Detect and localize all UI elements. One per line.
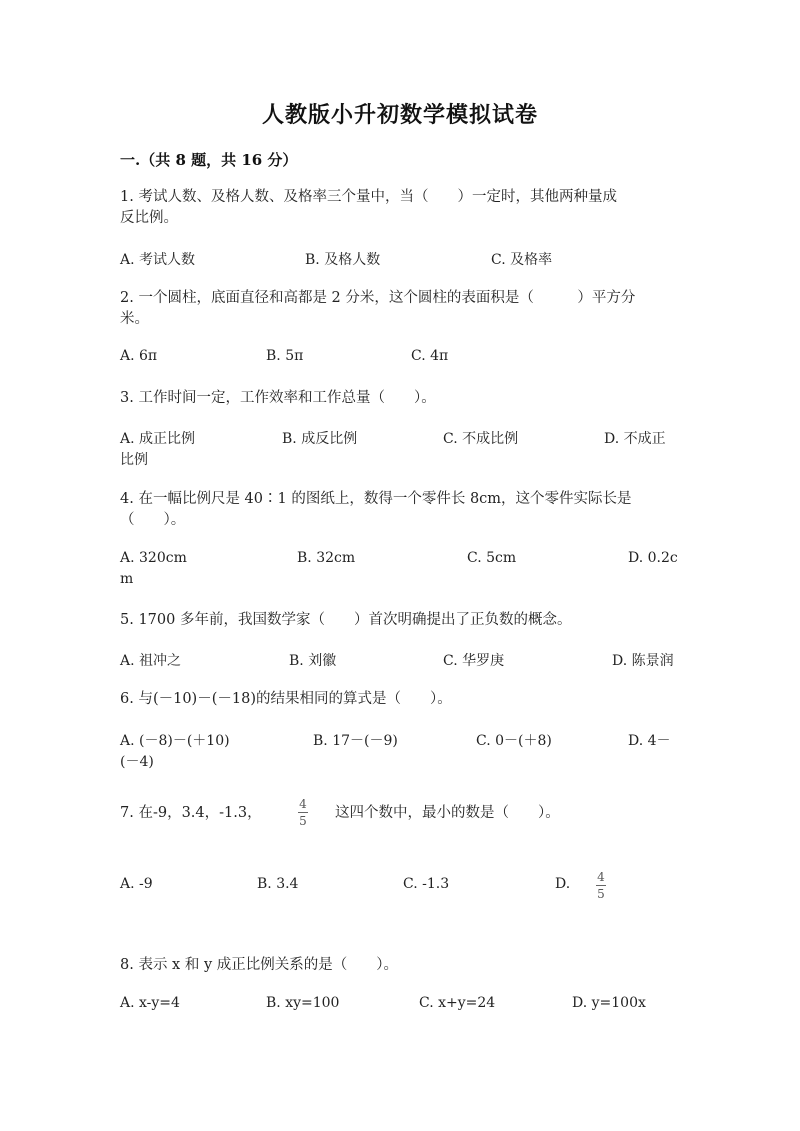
question-3-option-d-wrap: 比例	[120, 452, 148, 468]
question-7-option-c: C. -1.3	[403, 876, 450, 892]
question-7-line-1-end: 这四个数中，最小的数是（ ）。	[335, 805, 560, 821]
question-8-option-a: A. x-y=4	[120, 995, 180, 1011]
question-3-option-c: C. 不成比例	[443, 431, 519, 447]
question-6-option-d: D. 4－	[628, 733, 671, 749]
question-6-option-a: A. (－8)－(＋10)	[120, 733, 230, 749]
question-5-option-c: C. 华罗庚	[443, 653, 505, 669]
question-5-option-d: D. 陈景润	[612, 653, 674, 669]
question-4-line-1: 4. 在一幅比例尺是 40∶1 的图纸上，数得一个零件长 8cm，这个零件实际长是	[120, 491, 632, 507]
question-1-line-2: 反比例。	[120, 210, 178, 226]
question-6-option-b: B. 17－(－9)	[313, 733, 398, 749]
question-8-option-b: B. xy=100	[266, 995, 340, 1011]
question-3-line-1: 3. 工作时间一定，工作效率和工作总量（ ）。	[120, 390, 436, 406]
fraction-bar	[596, 885, 606, 886]
question-2-option-a: A. 6π	[120, 348, 158, 364]
question-3-option-d: D. 不成正	[604, 431, 666, 447]
question-7-option-a: A. -9	[120, 876, 153, 892]
question-7-option-b: B. 3.4	[257, 876, 299, 892]
question-4-option-d: D. 0.2c	[628, 550, 678, 566]
question-4-option-b: B. 32cm	[297, 550, 356, 566]
question-1-option-a: A. 考试人数	[120, 252, 196, 268]
question-7-option-d: D.	[555, 876, 571, 892]
question-7-fraction-numerator: 4	[299, 797, 307, 811]
question-4-option-c: C. 5cm	[467, 550, 517, 566]
question-2-option-b: B. 5π	[266, 348, 304, 364]
question-7-fraction-denominator: 5	[299, 814, 307, 828]
question-4-line-2: （ ）。	[120, 512, 186, 528]
question-4-option-d-wrap: m	[120, 571, 134, 587]
question-4-option-a: A. 320cm	[120, 550, 187, 566]
option-d-fraction-numerator: 4	[597, 870, 605, 884]
question-2-option-c: C. 4π	[411, 348, 449, 364]
question-1-option-c: C. 及格率	[491, 252, 553, 268]
question-5-line-1: 5. 1700 多年前，我国数学家（ ）首次明确提出了正负数的概念。	[120, 612, 572, 628]
page-title: 人教版小升初数学模拟试卷	[261, 102, 538, 128]
question-2-line-2: 米。	[120, 311, 149, 327]
question-6-option-d-wrap: (－4)	[120, 754, 154, 770]
question-6-line-1: 6. 与(－10)－(－18)的结果相同的算式是（ ）。	[120, 691, 452, 707]
question-7-fraction	[298, 797, 308, 828]
question-8-option-d: D. y=100x	[572, 995, 646, 1011]
question-2-line-1: 2. 一个圆柱，底面直径和高都是 2 分米，这个圆柱的表面积是（ ）平方分	[120, 290, 636, 306]
question-1-line-1: 1. 考试人数、及格人数、及格率三个量中，当（ ）一定时，其他两种量成	[120, 189, 617, 205]
question-3-option-a: A. 成正比例	[120, 431, 196, 447]
question-6-option-c: C. 0－(＋8)	[476, 733, 552, 749]
question-8-option-c: C. x+y=24	[419, 995, 496, 1011]
section-heading: 一.（共 8 题，共 16 分）	[120, 151, 298, 169]
question-7-option-d-fraction	[596, 870, 606, 901]
question-8-line-1: 8. 表示 x 和 y 成正比例关系的是（ ）。	[120, 957, 398, 973]
question-1-option-b: B. 及格人数	[305, 252, 381, 268]
fraction-bar	[298, 812, 308, 813]
question-7-line-1-start: 7. 在-9，3.4，-1.3，	[120, 805, 262, 821]
question-3-option-b: B. 成反比例	[282, 431, 358, 447]
option-d-fraction-denominator: 5	[597, 887, 605, 901]
question-5-option-b: B. 刘徽	[289, 653, 337, 669]
question-5-option-a: A. 祖冲之	[120, 653, 182, 669]
